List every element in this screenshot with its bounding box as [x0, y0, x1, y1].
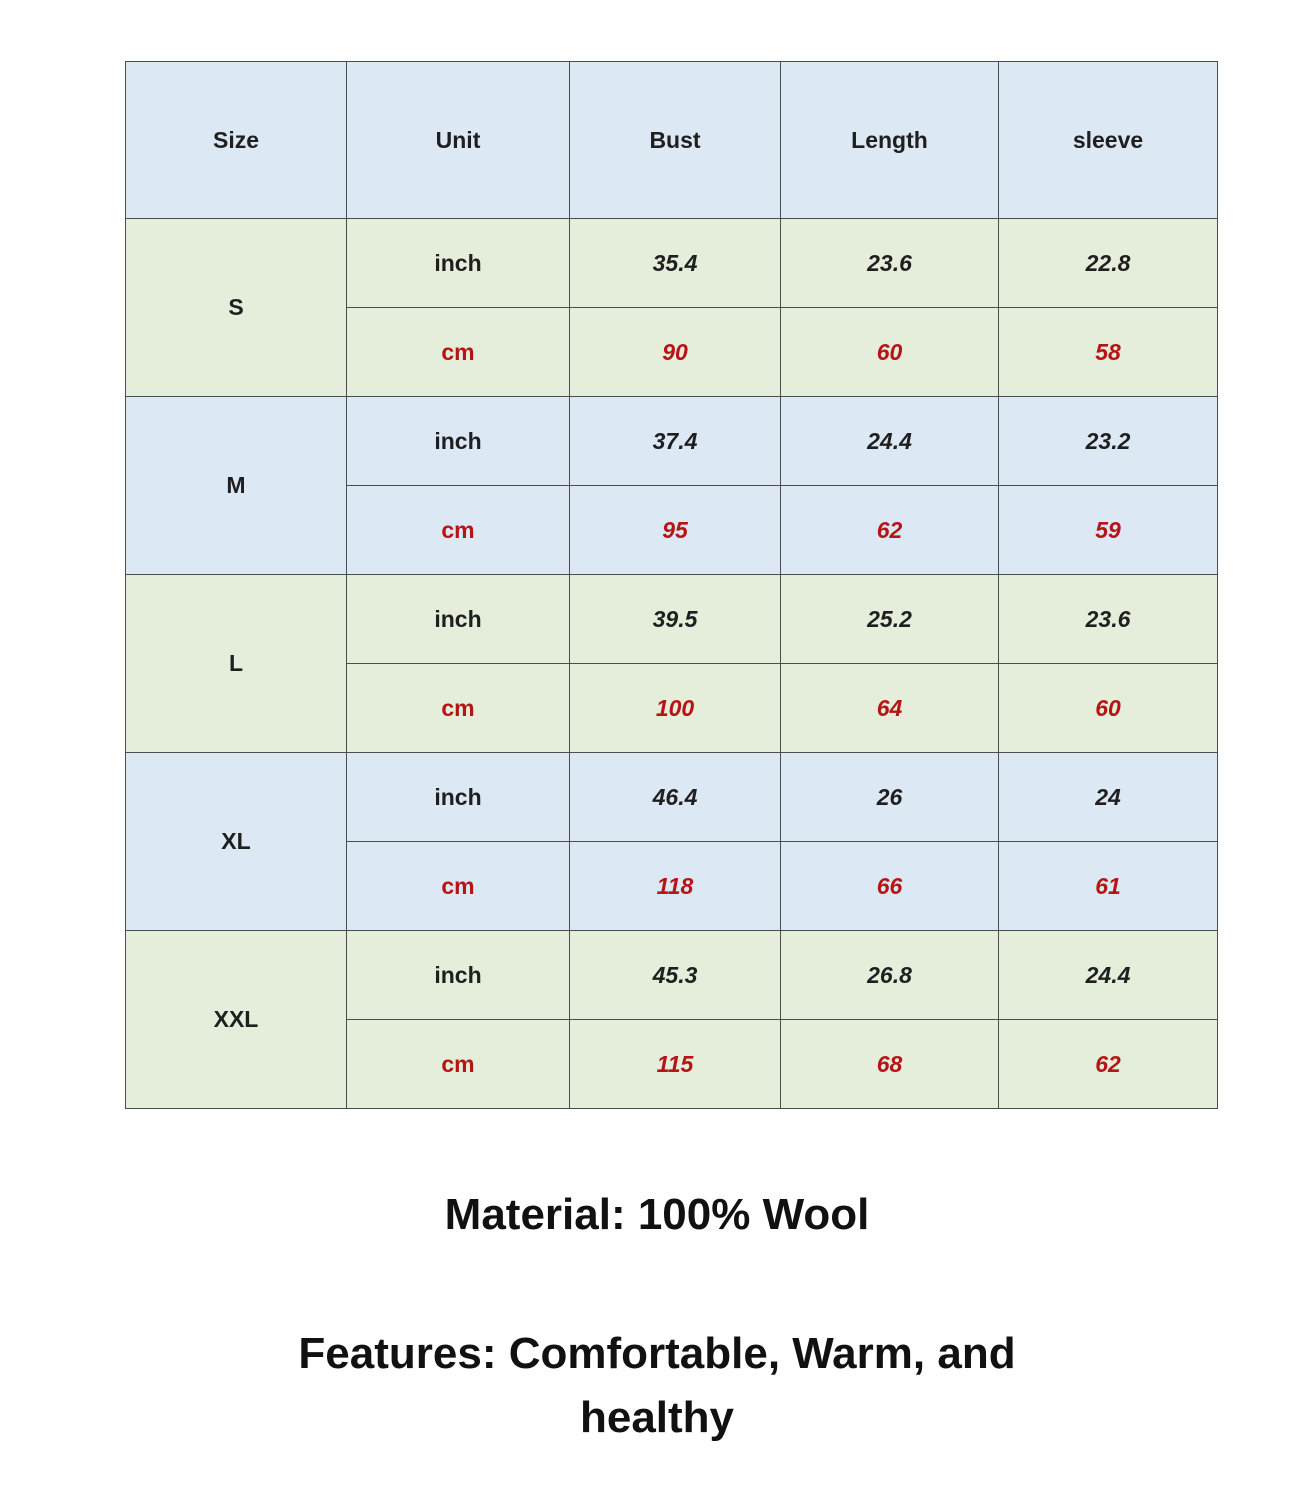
sleeve-value: 22.8	[999, 219, 1218, 308]
bust-value: 95	[570, 486, 781, 575]
size-label: L	[126, 575, 347, 753]
sleeve-value: 23.6	[999, 575, 1218, 664]
unit-cell: cm	[347, 486, 570, 575]
size-chart-table	[125, 61, 1218, 1109]
unit-cell: cm	[347, 308, 570, 397]
unit-cell: inch	[347, 219, 570, 308]
material-text: Material: 100% Wool	[444, 1190, 870, 1239]
bust-value: 90	[570, 308, 781, 397]
sleeve-value: 58	[999, 308, 1218, 397]
length-value: 62	[781, 486, 999, 575]
table-row	[126, 753, 1218, 842]
header-size: Size	[126, 62, 347, 219]
length-value: 24.4	[781, 397, 999, 486]
bust-value: 100	[570, 664, 781, 753]
bust-value: 118	[570, 842, 781, 931]
table-row	[126, 931, 1218, 1020]
features-line-1: Features: Comfortable, Warm, and	[298, 1329, 1016, 1378]
sleeve-value: 24.4	[999, 931, 1218, 1020]
header-row	[126, 62, 1218, 219]
bust-value: 39.5	[570, 575, 781, 664]
sleeve-value: 61	[999, 842, 1218, 931]
length-value: 23.6	[781, 219, 999, 308]
length-value: 25.2	[781, 575, 999, 664]
bust-value: 46.4	[570, 753, 781, 842]
unit-cell: cm	[347, 664, 570, 753]
sleeve-value: 24	[999, 753, 1218, 842]
unit-cell: inch	[347, 397, 570, 486]
features-line-2: healthy	[579, 1393, 735, 1442]
bust-value: 35.4	[570, 219, 781, 308]
size-label: XL	[126, 753, 347, 931]
bust-value: 115	[570, 1020, 781, 1109]
bust-value: 37.4	[570, 397, 781, 486]
unit-cell: cm	[347, 1020, 570, 1109]
length-value: 66	[781, 842, 999, 931]
header-bust: Bust	[570, 62, 781, 219]
sleeve-value: 62	[999, 1020, 1218, 1109]
header-length: Length	[781, 62, 999, 219]
length-value: 68	[781, 1020, 999, 1109]
features-text	[0, 1322, 1314, 1450]
unit-cell: cm	[347, 842, 570, 931]
header-unit: Unit	[347, 62, 570, 219]
length-value: 26.8	[781, 931, 999, 1020]
size-label: S	[126, 219, 347, 397]
sleeve-value: 23.2	[999, 397, 1218, 486]
length-value: 64	[781, 664, 999, 753]
table-row	[126, 575, 1218, 664]
length-value: 60	[781, 308, 999, 397]
length-value: 26	[781, 753, 999, 842]
unit-cell: inch	[347, 931, 570, 1020]
bust-value: 45.3	[570, 931, 781, 1020]
table-row	[126, 397, 1218, 486]
table-row	[126, 219, 1218, 308]
sleeve-value: 60	[999, 664, 1218, 753]
sleeve-value: 59	[999, 486, 1218, 575]
unit-cell: inch	[347, 575, 570, 664]
unit-cell: inch	[347, 753, 570, 842]
header-sleeve: sleeve	[999, 62, 1218, 219]
size-label: XXL	[126, 931, 347, 1109]
size-label: M	[126, 397, 347, 575]
